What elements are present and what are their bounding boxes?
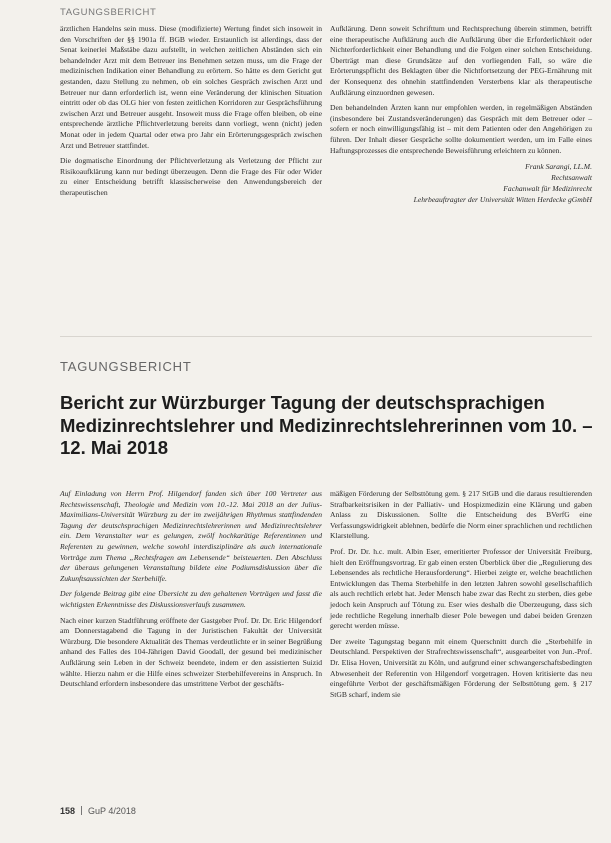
paragraph: Den behandelnden Ärzten kann nur empfohlen werden, in regelmäßigen Abständen (insbesondere bei Zustandsveränderungen) das Gespräch mit dem Betreuer oder – sofern er noch einwilligungsfähig ist – mit dem Patienten oder den Angehörigen zu führen. Der Inhalt dieser Gespräche sollte dokumentiert werden, um im Falle eines Haftungsprozesses die entsprechende Beweisführung erleichtern zu können. bbox=[330, 103, 592, 155]
lead-paragraph: Der folgende Beitrag gibt eine Übersicht zu den gehaltenen Vorträgen und fasst die wichtigsten Erkenntnisse des Diskussionsverlaufs zusammen. bbox=[60, 589, 322, 609]
section-divider bbox=[60, 336, 592, 337]
paragraph: ärztlichen Handelns sein muss. Diese (modifizierte) Wertung findet sich insoweit in den Vorschriften der §§ 1901a ff. BGB wieder. Erstaunlich ist allerdings, dass der Senat keinerlei Maßstäbe dazu aufstellt, in welchen zeitlichen Abständen sich ein behandelnder Arzt mit dem Betreuer ins Benehmen setzen muss, um die Frage der medizinischen Indikation einer Behandlung zu erörtern. So hätte es dem Gericht gut gestanden, dazu Stellung zu nehmen, ob ein solches Gespräch zwischen Arzt und Betreuer nur dann erforderlich ist, wenn eine Veränderung der klinischen Situation eintritt oder ob das OLG hier von festen zeitlichen Korridoren zur Gesprächsführung zwischen Arzt und Betreuer ausgeht. Insoweit muss die Frage offen bleiben, ob eine entsprechende ärztliche Pflichtverletzung bereits dann vorliegt, wenn (nicht) jeden Monat oder in jedem Quartal oder etwa pro Jahr ein Erörterungsgespräch zwischen Arzt und Betreuer stattfindet. bbox=[60, 24, 322, 150]
running-head: TAGUNGSBERICHT bbox=[60, 7, 157, 18]
lead-paragraph: Auf Einladung von Herrn Prof. Hilgendorf fanden sich über 100 Vertreter aus Rechtswissenschaft, Theologie und Medizin vom 10.-12. Mai 2018 an der Julius-Maximilians-Universität Würzburg zu der im zweijährigen Rhythmus stattfindenden Tagung der deutschsprachigen Medizinrechtslehrerinnen und Medizinrechtslehrer ein. Dem Veranstalter war es gelungen, zwölf hochkarätige Referentinnen und Referenten zu gewinnen, welche sowohl interdisziplinäre als auch internationale Vorträge zum Thema „Rechtsfragen am Lebensende“ beisteuerten. Den Abschluss der überaus gelungenen Veranstaltung bildete eine Podiumsdiskussion über die Zukunftsaussichten der Sterbehilfe. bbox=[60, 489, 322, 583]
paragraph: Aufklärung. Denn soweit Schrifttum und Rechtsprechung überein stimmen, betrifft eine therapeutische Aufklärung auch die Aufklärung über die Erforderlichkeit oder Nichterforderlichkeit einer Behandlung und die Folgen einer solchen Entscheidung. Überträgt man diese Grundsätze auf den vorliegenden Fall, so wäre die Erörterungspflicht des Beklagten über die Nichtfortsetzung der PEG-Ernährung mit der Konsequenz des ohnehin stattfindenden Versterbens klar als therapeutische Aufklärung einzuordnen gewesen. bbox=[330, 24, 592, 97]
journal-issue: GuP 4/2018 bbox=[88, 806, 136, 816]
article-title: Bericht zur Würzburger Tagung der deutschsprachigen Medizinrechtslehrer und Medizinrechtslehrerinnen vom 10. – 12. Mai 2018 bbox=[60, 392, 593, 458]
author-name: Frank Sarangi, LL.M. bbox=[525, 162, 592, 172]
author-role: Rechtsanwalt bbox=[551, 173, 592, 183]
author-signature bbox=[330, 161, 592, 205]
top-right-column bbox=[330, 24, 592, 205]
footer-divider bbox=[81, 806, 82, 815]
page-number: 158 bbox=[60, 806, 76, 816]
paragraph: Prof. Dr. Dr. h.c. mult. Albin Eser, emeritierter Professor der Universität Freiburg, hielt den Eröffnungsvortrag. Er gab einen ersten Überblick über die „Regulierung des Lebensendes als rechtliche Herausforderung“. Hierbei zeigte er, welche beachtlichen Entwicklungen das Thema Sterbehilfe in den letzten Jahren sowohl gesellschaftlich als auch rechtlich erlebt hat. Jeder Mensch habe zwar das Recht zu sterben, dies gebe jedoch kein Anspruch auf Tötung zu. Eser wies deshalb die Überzeugung, dass sich jede rechtliche Regelung innerhalb dieser Pole bewegen und dabei beiden Grenzen gerecht werden müsse. bbox=[330, 546, 592, 631]
page-footer bbox=[60, 806, 136, 816]
top-left-column bbox=[60, 24, 322, 204]
section-kicker: TAGUNGSBERICHT bbox=[60, 359, 192, 374]
paragraph: Der zweite Tagungstag begann mit einem Querschnitt durch die „Sterbehilfe in Deutschland. Perspektiven der Strafrechtswissenschaft“, ausgearbeitet von Jun.-Prof. Dr. Elisa Hoven, Universität zu Köln, und aufgrund einer schwangerschaftsbedingten Abwesenheit der Referentin von Hilgendorf vorgetragen. Hoven kritisierte das neu eingeführte Verbot der geschäftsmäßigen Förderung der Selbsttötung gem. § 217 StGB scharf, indem sie bbox=[330, 636, 592, 699]
paragraph: Die dogmatische Einordnung der Pflichtverletzung als Verletzung der Pflicht zur Risikoaufklärung kann nur bedingt überzeugen. Denn die Frage des Für oder Wider zu einer Entscheidung betrifft klassischerweise den Anwendungsbereich der therapeutischen bbox=[60, 156, 322, 197]
author-specialty: Fachanwalt für Medizinrecht bbox=[503, 184, 592, 194]
bottom-left-column bbox=[60, 489, 322, 695]
author-affiliation: Lehrbeauftragter der Universität Witten Herdecke gGmbH bbox=[413, 195, 592, 205]
bottom-right-column bbox=[330, 489, 592, 705]
paragraph: Nach einer kurzen Stadtführung eröffnete der Gastgeber Prof. Dr. Dr. Eric Hilgendorf am Donnerstagabend die Tagung in der Juristischen Fakultät der Universität Würzburg. Die besondere Aktualität des Themas verdeutlichte er in seiner Begrüßung anhand des Falles des 104-Jährigen David Goodall, der gesund bei medizinischer Aufklärung sein Leben in der Schweiz beendete, indem er den assistierten Suizid wählte. Hierzu nahm er die Hilfe eines schweizer Sterbehilfevereins in Anspruch. In Deutschland erfordern insbesondere das umstrittene Verbot der geschäfts- bbox=[60, 615, 322, 689]
paragraph: mäßigen Förderung der Selbsttötung gem. § 217 StGB und die daraus resultierenden Strafbarkeitsrisiken in der Palliativ- und Hospizmedizin eine Klärung und gaben Anlass zu Diskussionen. Sollte die Entscheidung des BVerfG eine Verfassungswidrigkeit ablehnen, bedürfe die Norm einer sprachlichen und rechtlichen Klarstellung. bbox=[330, 489, 592, 541]
